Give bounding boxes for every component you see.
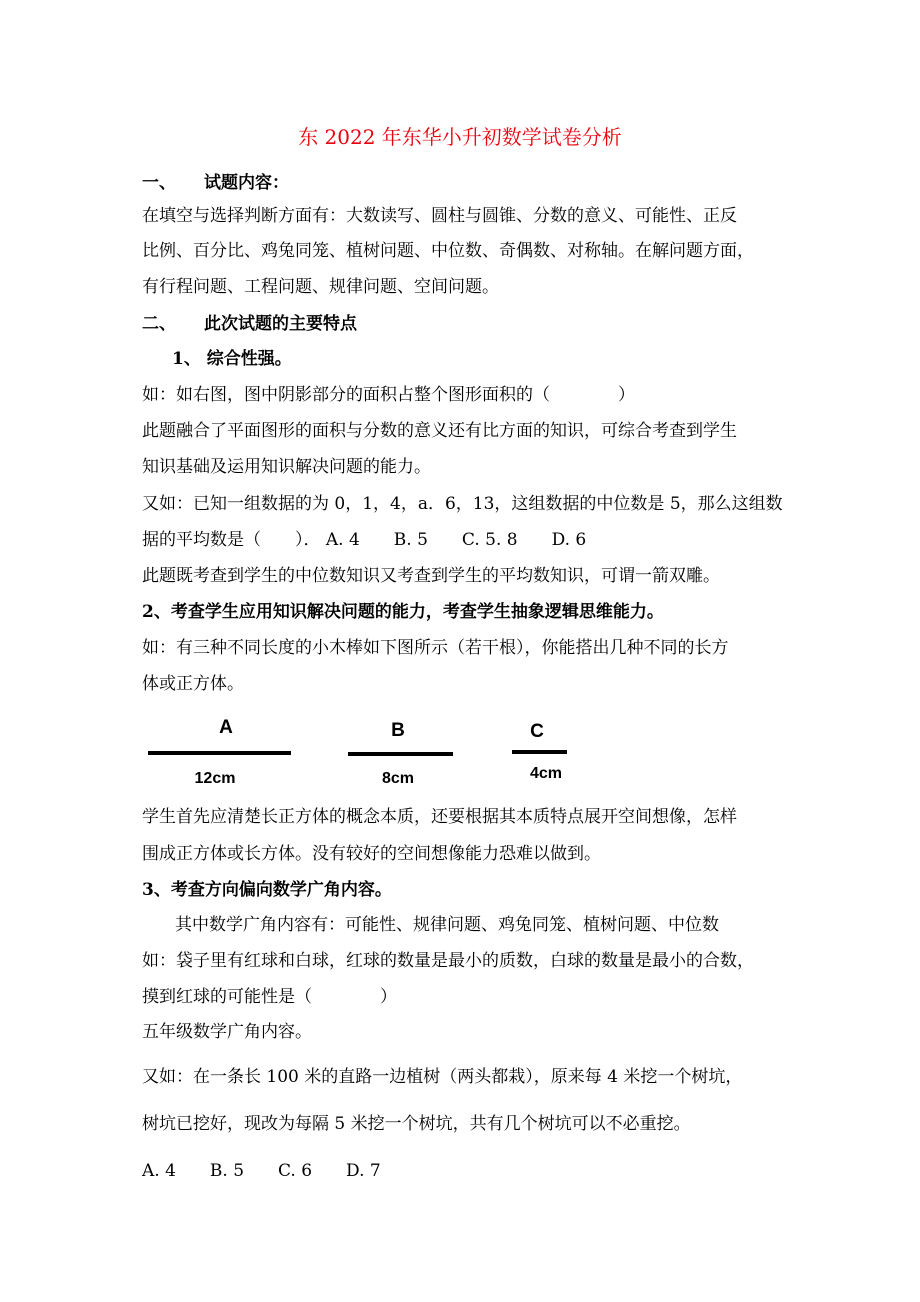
section1-para-line: 在填空与选择判断方面有：大数读写、圆柱与圆锥、分数的意义、可能性、正反 bbox=[142, 206, 737, 226]
point3-line: 其中数学广角内容有：可能性、规律问题、鸡兔同笼、植树问题、中位数 bbox=[175, 915, 719, 935]
point3-options: A. 4 B. 5 C. 6 D. 7 bbox=[142, 1161, 381, 1181]
point3-line: 摸到红球的可能性是（ ） bbox=[142, 987, 397, 1007]
point1-line: 此题融合了平面图形的面积与分数的意义还有比方面的知识，可综合考查到学生 bbox=[142, 421, 737, 441]
point1-line: 知识基础及运用知识解决问题的能力。 bbox=[142, 457, 431, 477]
stick-c-label: C bbox=[530, 721, 544, 742]
stick-b-length: 8cm bbox=[381, 770, 415, 787]
point2-after-line: 学生首先应清楚长正方体的概念本质，还要根据其本质特点展开空间想像，怎样 bbox=[142, 807, 737, 827]
point1-line: 又如：已知一组数据的为 0，1，4，a．6，13，这组数据的中位数是 5，那么这组数 bbox=[142, 494, 783, 514]
stick-a-length: 12cm bbox=[194, 770, 236, 787]
stick-a-label: A bbox=[219, 717, 233, 738]
stick-c-length: 4cm bbox=[529, 765, 563, 782]
point3-line: 树坑已挖好，现改为每隔 5 米挖一个树坑，共有几个树坑可以不必重挖。 bbox=[142, 1114, 691, 1134]
section2-title: 此次试题的主要特点 bbox=[204, 314, 357, 334]
section1-title: 试题内容： bbox=[204, 173, 289, 193]
point3-line: 如：袋子里有红球和白球，红球的数量是最小的质数，白球的数量是最小的合数， bbox=[142, 951, 754, 971]
point2-line: 体或正方体。 bbox=[142, 674, 244, 694]
point3-line: 五年级数学广角内容。 bbox=[142, 1022, 312, 1042]
point1-line: 据的平均数是（ ）． A. 4 B. 5 C. 5. 8 D. 6 bbox=[142, 530, 587, 550]
section1-para-line: 比例、百分比、鸡兔同笼、植树问题、中位数、奇偶数、对称轴。在解问题方面， bbox=[142, 241, 754, 261]
section1-para-line: 有行程问题、工程问题、规律问题、空间问题。 bbox=[142, 277, 499, 297]
point1-heading: 1、 综合性强。 bbox=[172, 349, 292, 369]
point2-after-line: 围成正方体或长方体。没有较好的空间想像能力恐难以做到。 bbox=[142, 844, 601, 864]
section1-number: 一、 bbox=[142, 173, 176, 193]
document-title: 东 2022 年东华小升初数学试卷分析 bbox=[298, 125, 622, 149]
point2-heading: 2、考查学生应用知识解决问题的能力，考查学生抽象逻辑思维能力。 bbox=[142, 602, 664, 622]
point2-line: 如：有三种不同长度的小木棒如下图所示（若干根），你能搭出几种不同的长方 bbox=[142, 638, 729, 658]
point1-line: 如：如右图，图中阴影部分的面积占整个图形面积的（ ） bbox=[142, 385, 635, 405]
section2-number: 二、 bbox=[142, 314, 176, 334]
point1-line: 此题既考查到学生的中位数知识又考查到学生的平均数知识，可谓一箭双雕。 bbox=[142, 566, 720, 586]
point3-heading: 3、考查方向偏向数学广角内容。 bbox=[142, 880, 392, 900]
stick-b-label: B bbox=[391, 720, 405, 741]
point3-line: 又如：在一条长 100 米的直路一边植树（两头都栽），原来每 4 米挖一个树坑， bbox=[142, 1067, 743, 1087]
